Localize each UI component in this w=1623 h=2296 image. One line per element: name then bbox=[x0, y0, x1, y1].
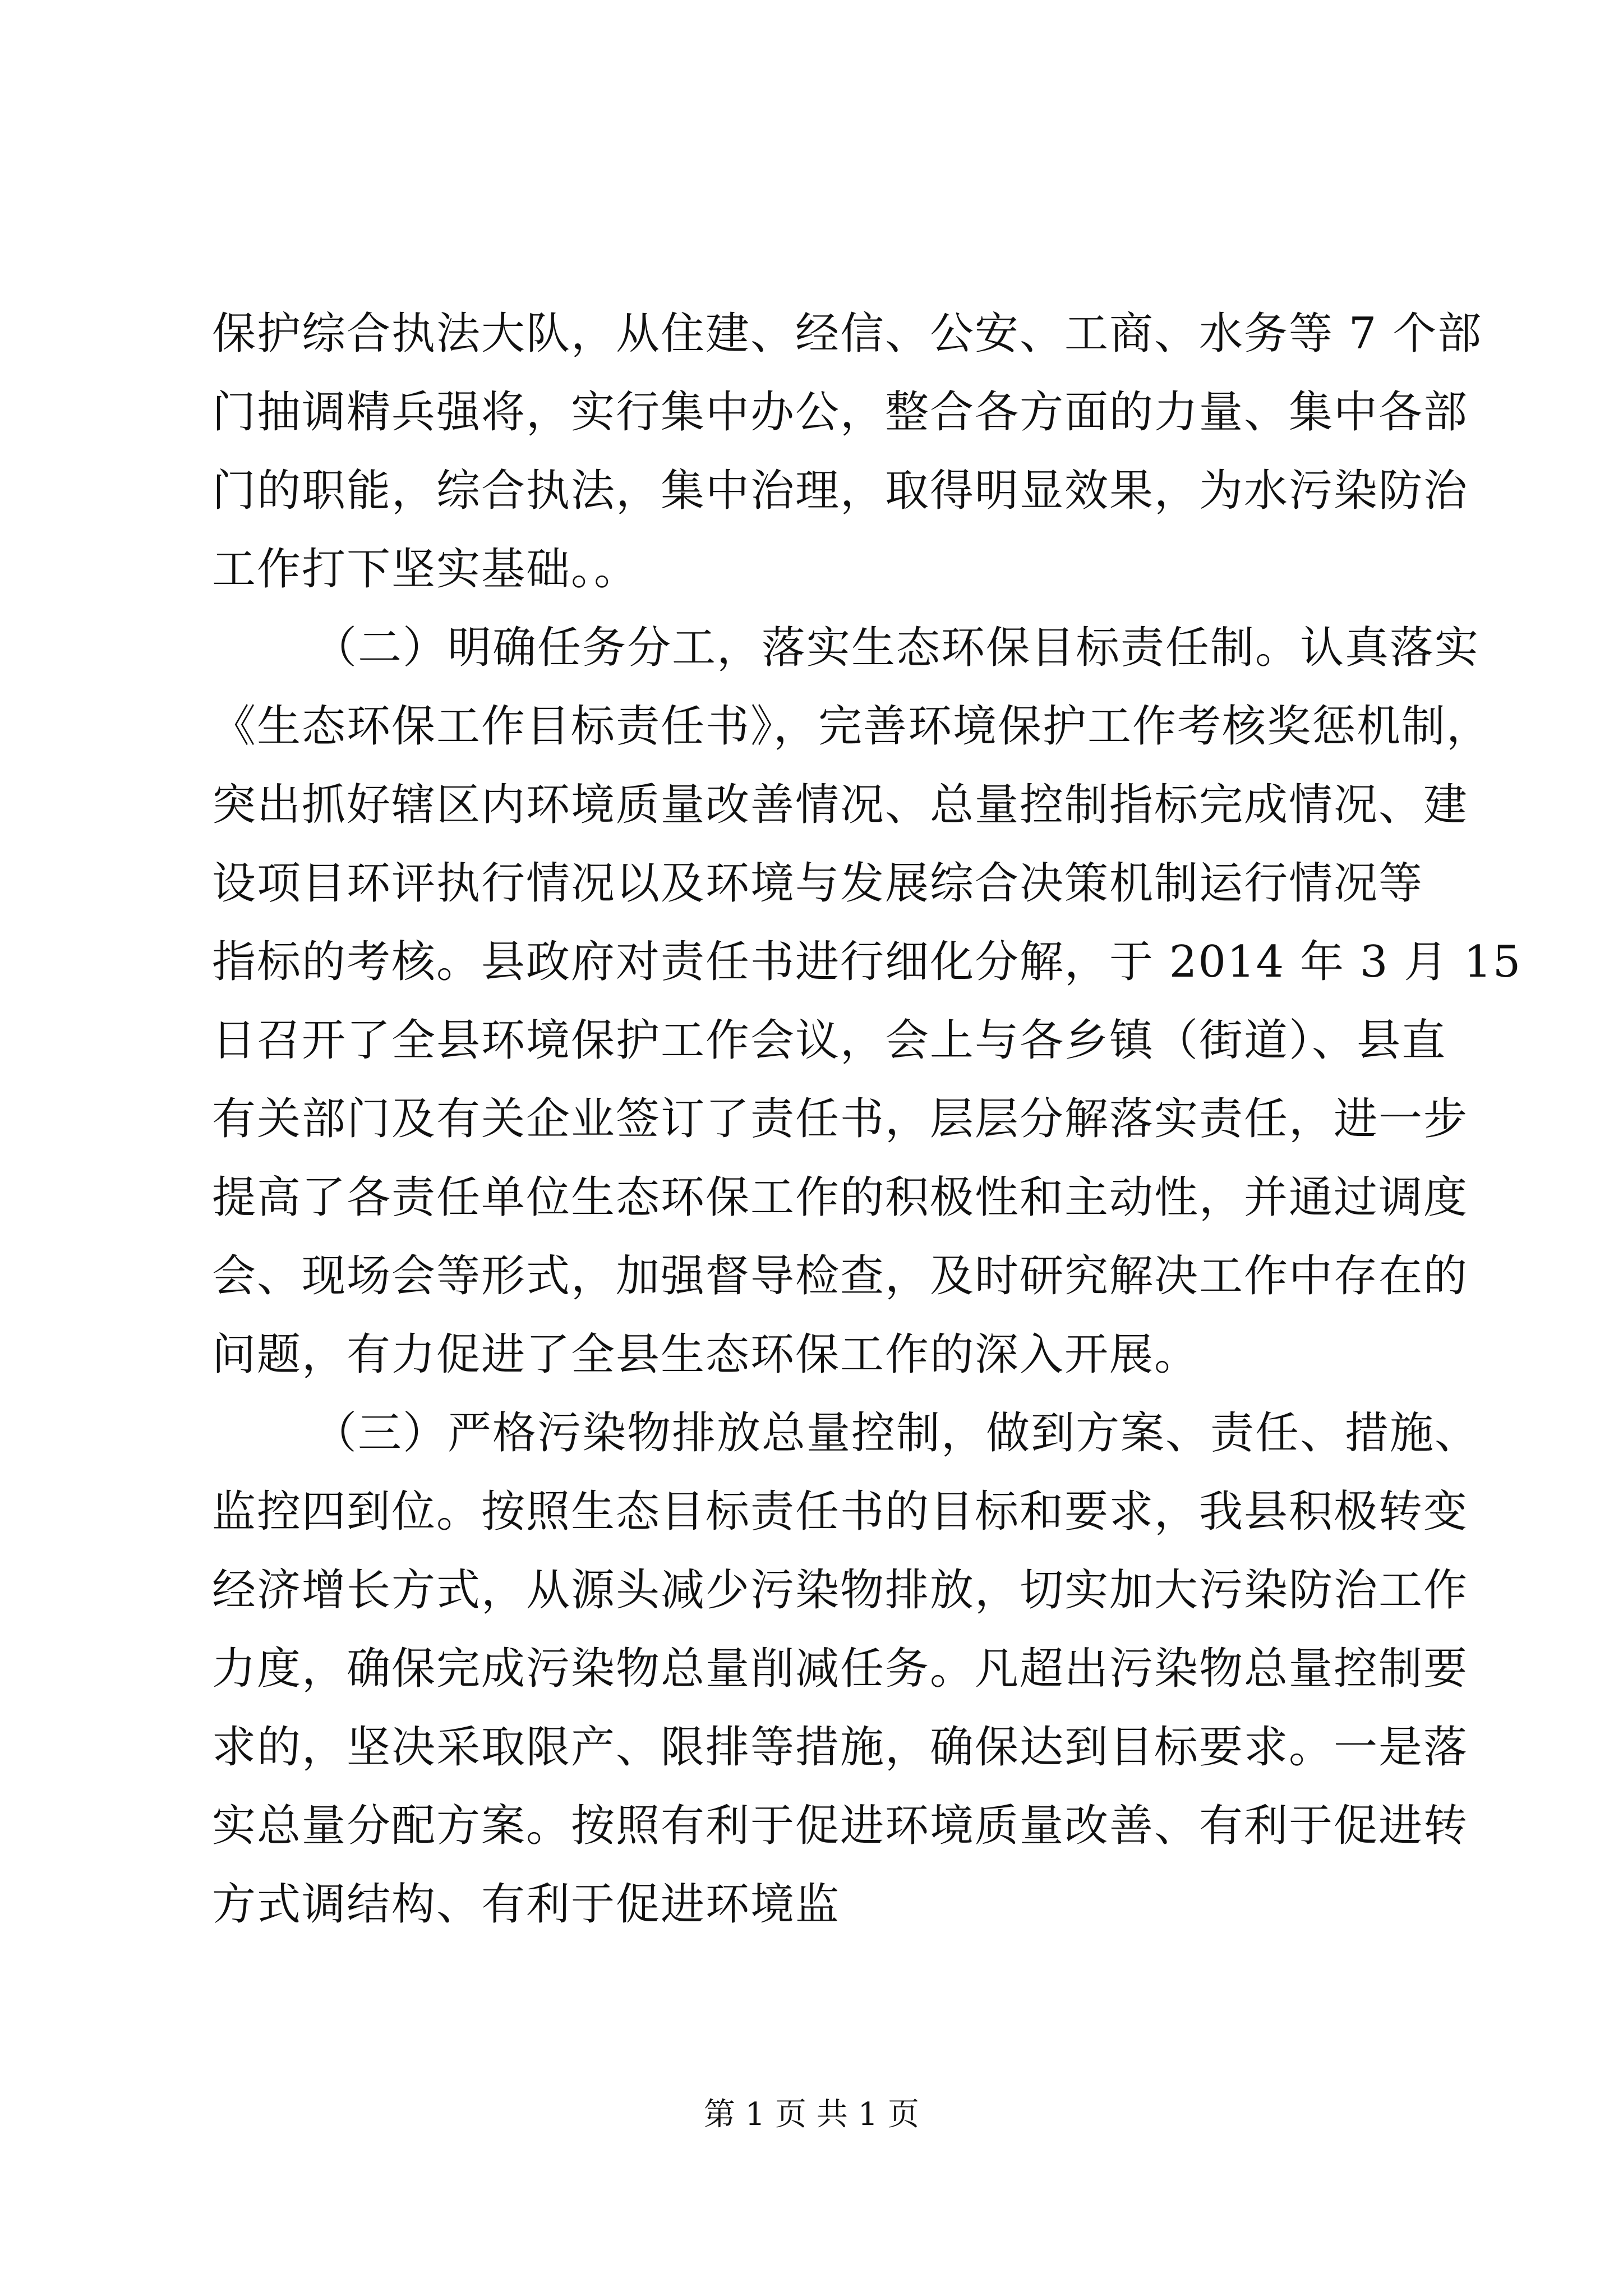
text-line: 设项目环评执行情况以及环境与发展综合决策机制运行情况等 bbox=[212, 858, 1424, 909]
text-line: （二）明确任务分工，落实生态环保目标责任制。认真落实 bbox=[313, 623, 1480, 673]
text-line: 实总量分配方案。按照有利于促进环境质量改善、有利于促进转 bbox=[212, 1801, 1469, 1851]
text-line: 门的职能，综合执法，集中治理，取得明显效果，为水污染防治 bbox=[212, 466, 1469, 516]
text-line: 突出抓好辖区内环境质量改善情况、总量控制指标完成情况、建 bbox=[212, 780, 1469, 830]
text-line: 求的，坚决采取限产、限排等措施，确保达到目标要求。一是落 bbox=[212, 1722, 1469, 1773]
text-line: 保护综合执法大队，从住建、经信、公安、工商、水务等 7 个部 bbox=[212, 309, 1483, 359]
text-line: 工作打下坚实基础。。 bbox=[212, 544, 639, 595]
text-line: 方式调结构、有利于促进环境监 bbox=[212, 1879, 841, 1930]
text-line: （三）严格污染物排放总量控制，做到方案、责任、措施、 bbox=[313, 1408, 1480, 1458]
text-line: 提高了各责任单位生态环保工作的积极性和主动性，并通过调度 bbox=[212, 1172, 1469, 1223]
text-line: 经济增长方式，从源头减少污染物排放，切实加大污染防治工作 bbox=[212, 1565, 1469, 1616]
text-line: 有关部门及有关企业签订了责任书，层层分解落实责任，进一步 bbox=[212, 1094, 1469, 1144]
text-line: 会、现场会等形式，加强督导检查，及时研究解决工作中存在的 bbox=[212, 1251, 1469, 1301]
page-number-footer: 第 1 页 共 1 页 bbox=[703, 2096, 920, 2133]
text-line: 门抽调精兵强将，实行集中办公，整合各方面的力量、集中各部 bbox=[212, 387, 1469, 438]
text-line: 日召开了全县环境保护工作会议，会上与各乡镇（街道）、县直 bbox=[212, 1015, 1447, 1066]
text-line: 指标的考核。县政府对责任书进行细化分解，于 2014 年 3 月 15 bbox=[212, 937, 1522, 987]
text-line: 《生态环保工作目标责任书》，完善环境保护工作考核奖惩机制， bbox=[212, 701, 1492, 752]
text-line: 监控四到位。按照生态目标责任书的目标和要求，我县积极转变 bbox=[212, 1487, 1469, 1537]
text-line: 力度，确保完成污染物总量削减任务。凡超出污染物总量控制要 bbox=[212, 1644, 1469, 1694]
text-line: 问题，有力促进了全县生态环保工作的深入开展。 bbox=[212, 1329, 1200, 1380]
